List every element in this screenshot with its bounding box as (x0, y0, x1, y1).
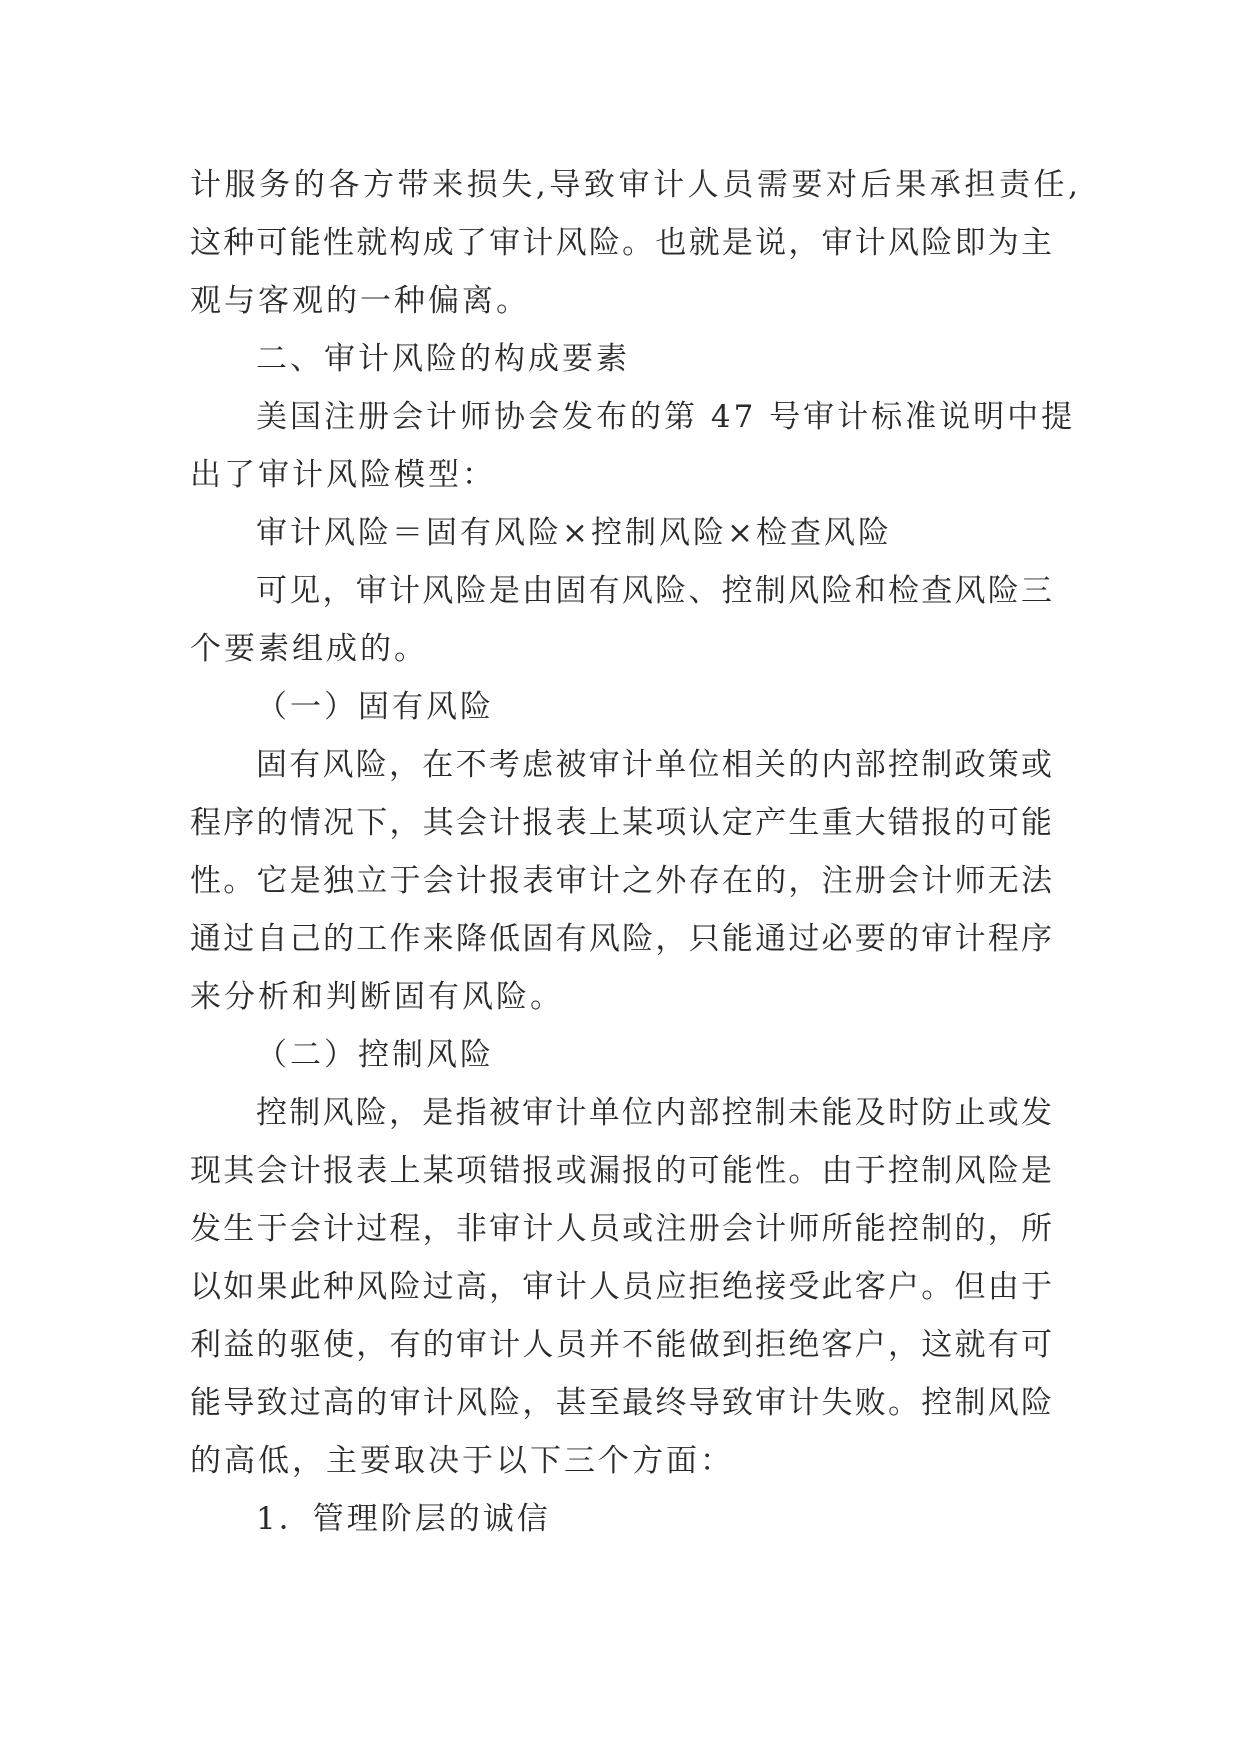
text-line: 出了审计风险模型： (190, 457, 496, 493)
text-line: 程序的情况下，其会计报表上某项认定产生重大错报的可能 (190, 805, 1052, 841)
text-line: 的高低，主要取决于以下三个方面： (190, 1443, 734, 1479)
text-line: 性。它是独立于会计报表审计之外存在的，注册会计师无法 (190, 863, 1052, 899)
text-line: 以如果此种风险过高，审计人员应拒绝接受此客户。但由于 (190, 1269, 1052, 1305)
text-line: 计服务的各方带来损失,导致审计人员需要对后果承担责任, (190, 167, 1078, 203)
text-line: 发生于会计过程，非审计人员或注册会计师所能控制的，所 (190, 1211, 1052, 1247)
text-line: 现其会计报表上某项错报或漏报的可能性。由于控制风险是 (190, 1153, 1052, 1189)
text-line: 固有风险，在不考虑被审计单位相关的内部控制政策或 (256, 747, 1052, 783)
section-heading: 二、审计风险的构成要素 (256, 341, 630, 377)
text-line: 利益的驱使，有的审计人员并不能做到拒绝客户，这就有可 (190, 1327, 1052, 1363)
text-line: 能导致过高的审计风险，甚至最终导致审计失败。控制风险 (190, 1385, 1052, 1421)
text-line: 观与客观的一种偏离。 (190, 283, 530, 319)
subsection-heading: （二）控制风险 (256, 1037, 494, 1073)
text-line: 美国注册会计师协会发布的第 47 号审计标准说明中提 (256, 399, 1076, 435)
text-line: 这种可能性就构成了审计风险。也就是说，审计风险即为主 (190, 225, 1052, 261)
text-line: 个要素组成的。 (190, 631, 428, 667)
text-line: 来分析和判断固有风险。 (190, 979, 564, 1015)
text-line: 通过自己的工作来降低固有风险，只能通过必要的审计程序 (190, 921, 1052, 957)
text-line: 控制风险，是指被审计单位内部控制未能及时防止或发 (256, 1095, 1052, 1131)
list-item-heading: 1．管理阶层的诚信 (256, 1501, 551, 1537)
text-line: 可见，审计风险是由固有风险、控制风险和检查风险三 (256, 573, 1052, 609)
formula-line: 审计风险＝固有风险×控制风险×检查风险 (256, 515, 892, 551)
subsection-heading: （一）固有风险 (256, 689, 494, 725)
